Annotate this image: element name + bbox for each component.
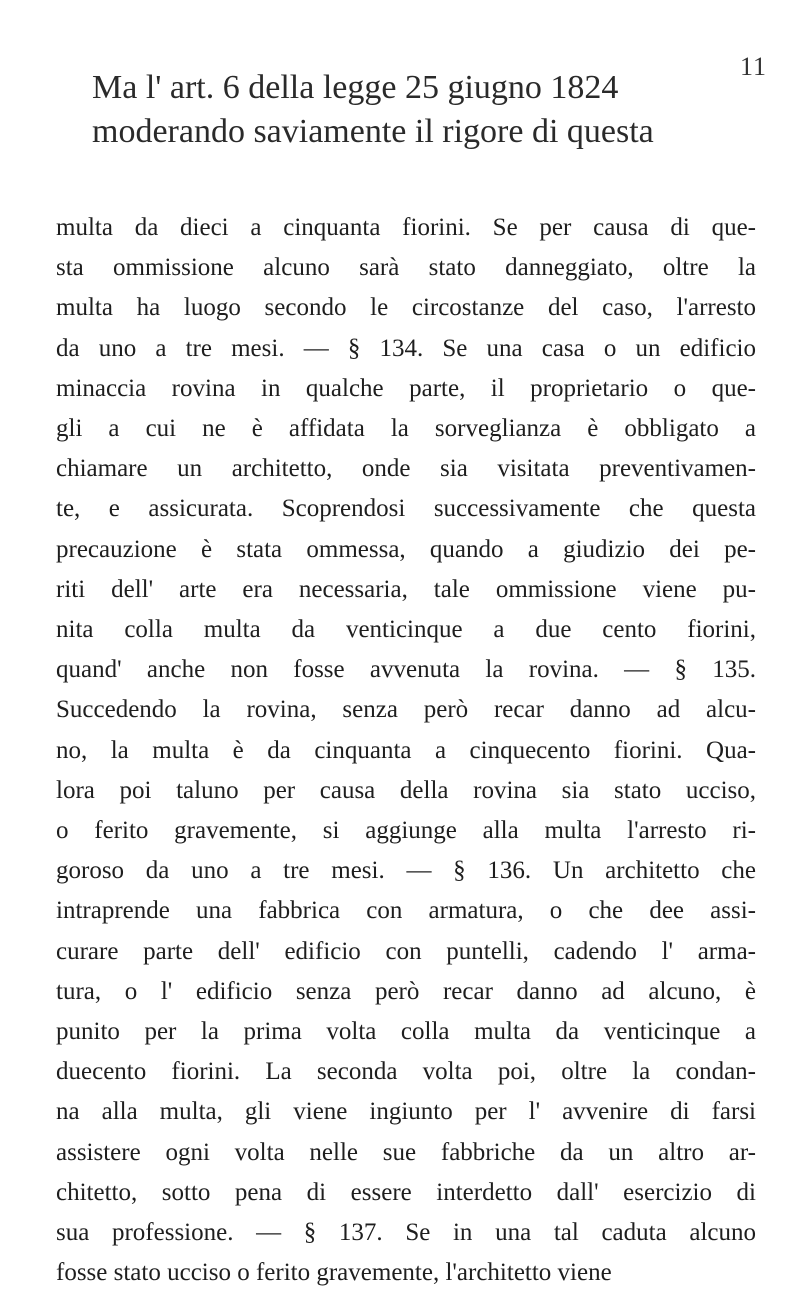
text-line: lora poi taluno per causa della rovina sia stato ucciso,	[56, 776, 756, 804]
text-line: da uno a tre mesi. — § 134. Se una casa o un edificio	[56, 334, 756, 362]
text-line: punito per la prima volta colla multa da venticinque a	[56, 1018, 756, 1046]
text-line: multa ha luogo secondo le circostanze del caso, l'arresto	[56, 294, 756, 322]
text-line: quand' anche non fosse avvenuta la rovina. — § 135.	[56, 656, 756, 684]
text-line: minaccia rovina in qualche parte, il proprietario o que-	[56, 374, 756, 402]
text-line: sta ommissione alcuno sarà stato danneggiato, oltre la	[56, 254, 756, 282]
text-line: chiamare un architetto, onde sia visitata preventivamen-	[56, 455, 756, 483]
text-line: intraprende una fabbrica con armatura, o che dee assi-	[56, 897, 756, 925]
text-line: precauzione è stata ommessa, quando a giudizio dei pe-	[56, 535, 756, 563]
text-line: nita colla multa da venticinque a due cento fiorini,	[56, 616, 756, 644]
body-paragraph	[56, 208, 756, 1293]
page-number: 11	[739, 52, 767, 81]
text-line: Succedendo la rovina, senza però recar danno ad alcu-	[56, 696, 756, 724]
text-line: gli a cui ne è affidata la sorveglianza è obbligato a	[56, 415, 756, 443]
text-line: sua professione. — § 137. Se in una tal caduta alcuno	[56, 1219, 756, 1247]
text-line: multa da dieci a cinquanta fiorini. Se per causa di que-	[56, 214, 756, 241]
text-line: duecento fiorini. La seconda volta poi, oltre la condan-	[56, 1058, 756, 1086]
text-line: na alla multa, gli viene ingiunto per l' avvenire di farsi	[56, 1098, 756, 1126]
text-line: curare parte dell' edificio con puntelli, cadendo l' arma-	[56, 937, 756, 965]
text-line: chitetto, sotto pena di essere interdetto dall' esercizio di	[56, 1178, 756, 1206]
text-line: assistere ogni volta nelle sue fabbriche da un altro ar-	[56, 1138, 756, 1166]
heading-line: Ma l' art. 6 della legge 25 giugno 1824	[92, 69, 619, 106]
text-line: no, la multa è da cinquanta a cinquecento fiorini. Qua-	[56, 736, 756, 764]
text-line: riti dell' arte era necessaria, tale ommissione viene pu-	[56, 575, 756, 603]
heading-line: moderando saviamente il rigore di questa	[92, 113, 654, 150]
text-line: goroso da uno a tre mesi. — § 136. Un architetto che	[56, 857, 756, 885]
text-line: tura, o l' edificio senza però recar danno ad alcuno, è	[56, 977, 756, 1005]
text-line: te, e assicurata. Scoprendosi successivamente che questa	[56, 495, 756, 523]
text-line: o ferito gravemente, si aggiunge alla multa l'arresto ri-	[56, 817, 756, 845]
heading-paragraph	[92, 66, 742, 154]
text-line: fosse stato ucciso o ferito gravemente, l'architetto viene	[56, 1259, 612, 1287]
